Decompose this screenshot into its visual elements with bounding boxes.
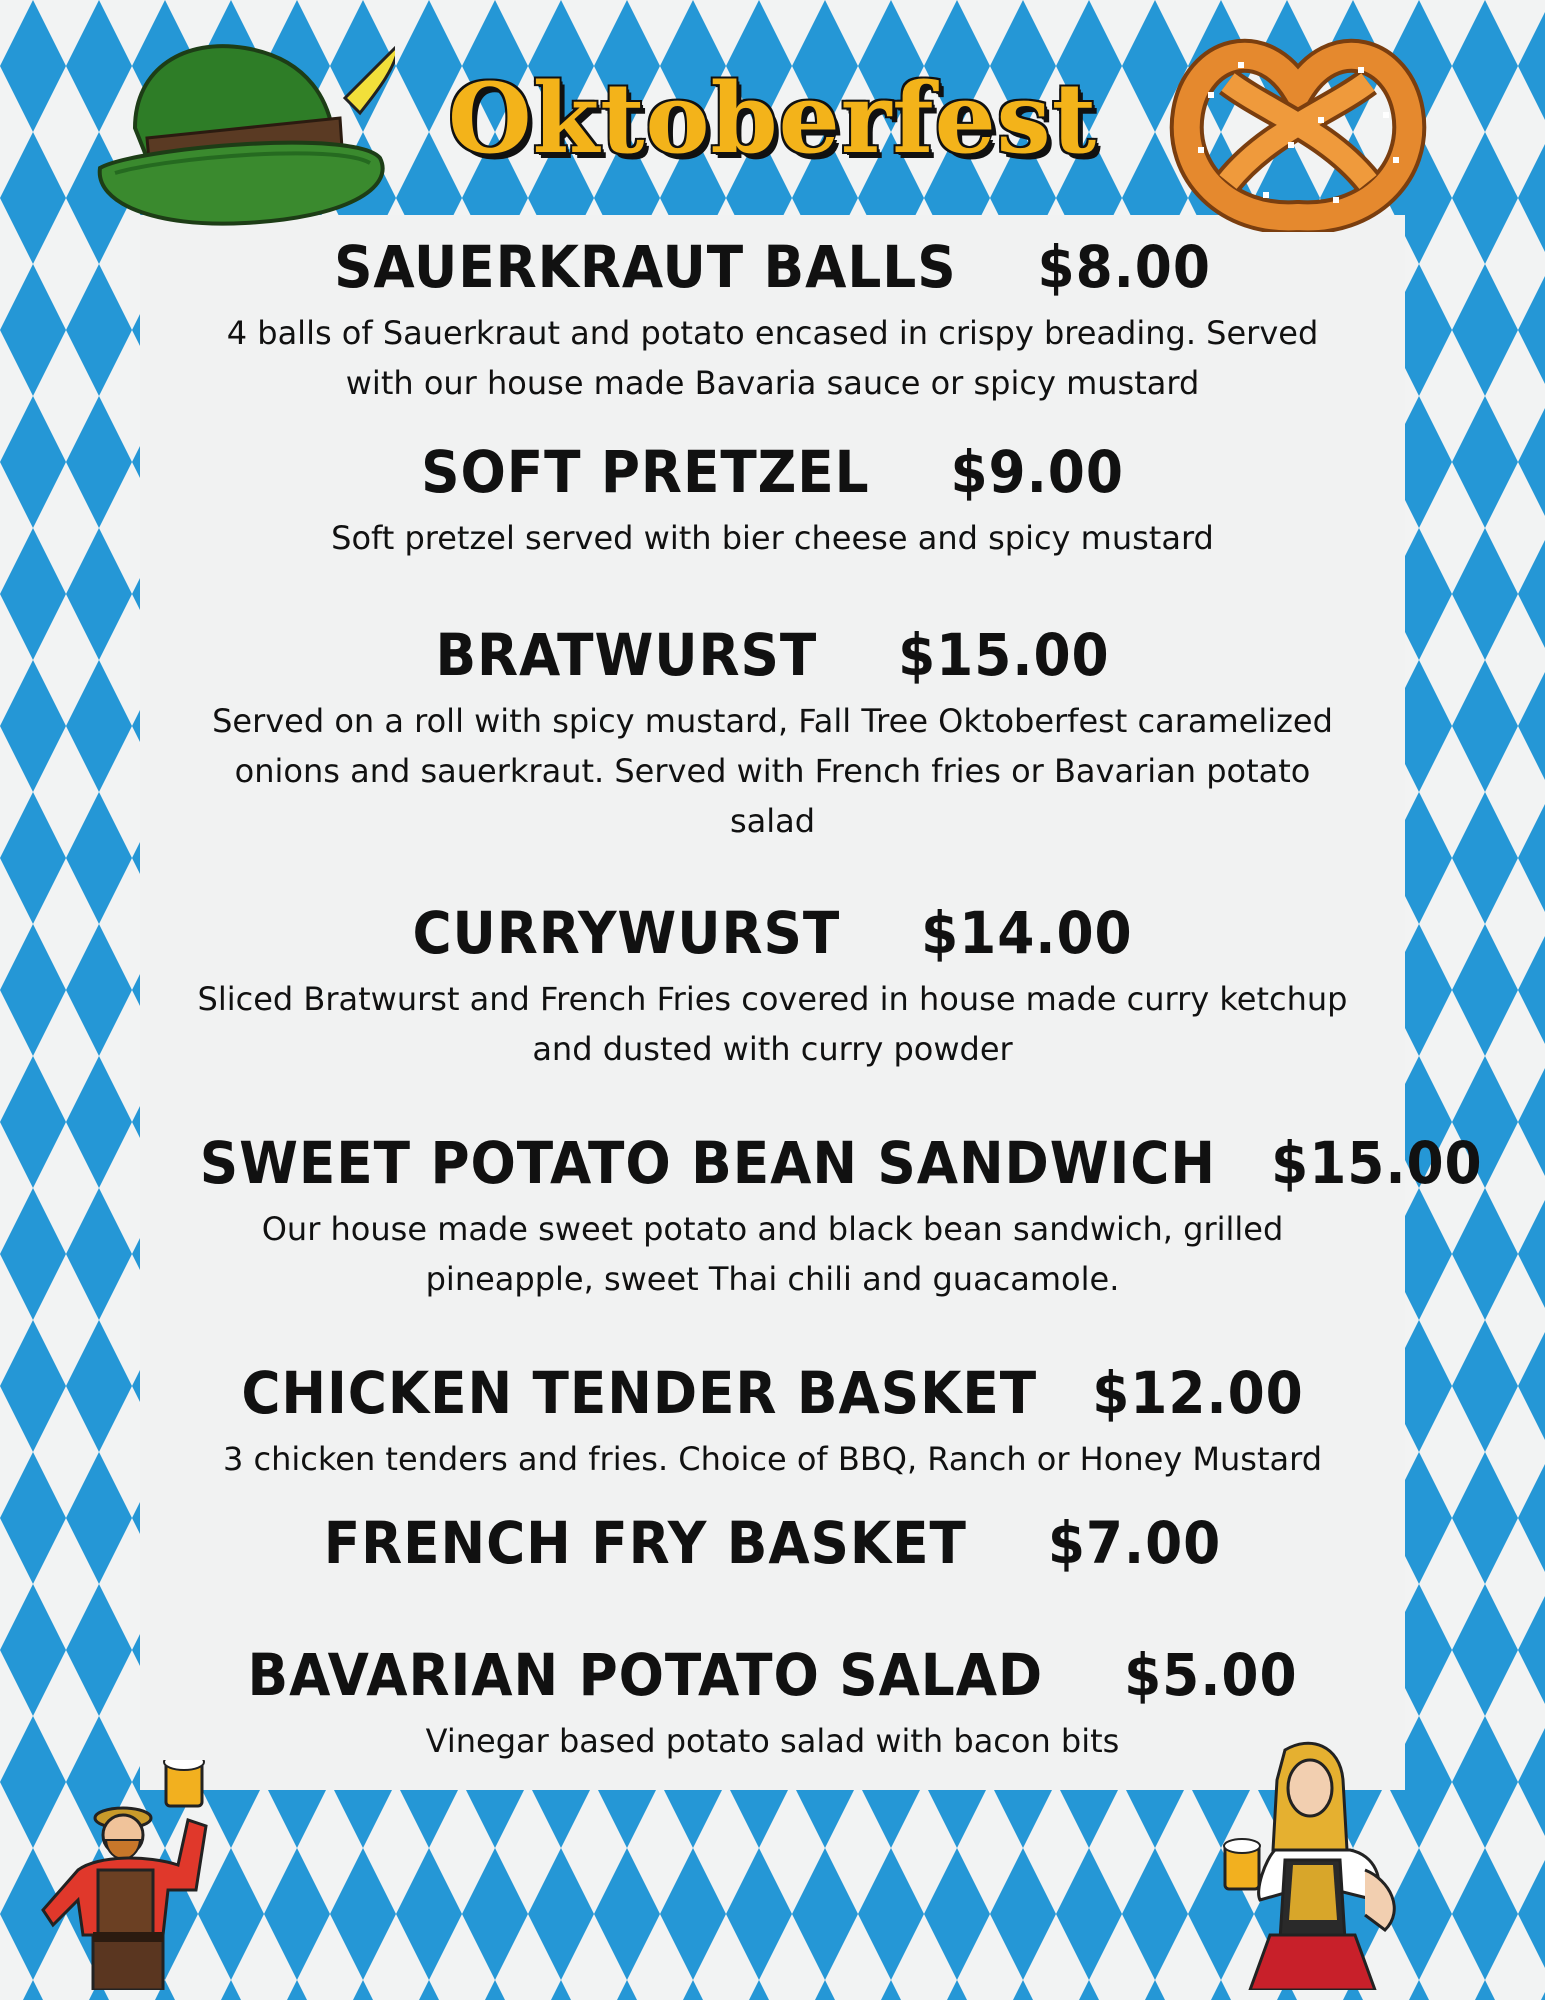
item-name: CURRYWURST (412, 899, 841, 967)
menu-item (150, 1508, 1395, 1578)
item-price: $14.00 (921, 899, 1133, 967)
menu-item (150, 1640, 1395, 1766)
menu-item (150, 620, 1395, 846)
item-price: $15.00 (898, 621, 1110, 689)
menu-item (150, 1128, 1483, 1304)
menu-item (150, 437, 1395, 563)
menu-item (150, 898, 1395, 1074)
item-description: Our house made sweet potato and black bean sandwich, grilled pineapple, sweet Thai chili and guacamole. (261, 1210, 1284, 1298)
beer-woman-illustration (1215, 1740, 1425, 1990)
item-price: $15.00 (1271, 1129, 1483, 1197)
item-name: FRENCH FRY BASKET (323, 1509, 967, 1577)
item-name: SWEET POTATO BEAN SANDWICH (199, 1129, 1216, 1197)
item-name: SOFT PRETZEL (421, 438, 870, 506)
item-price: $7.00 (1047, 1509, 1222, 1577)
item-price: $8.00 (1037, 233, 1211, 301)
item-name: CHICKEN TENDER BASKET (241, 1359, 1038, 1427)
item-description: Sliced Bratwurst and French Fries covered in house made curry ketchup and dusted with curry powder (197, 980, 1348, 1068)
item-description: Served on a roll with spicy mustard, Fall Tree Oktoberfest caramelized onions and sauerkraut. Served with French fries or Bavarian potato salad (212, 702, 1333, 840)
item-description: Vinegar based potato salad with bacon bits (425, 1722, 1120, 1760)
item-name: BAVARIAN POTATO SALAD (247, 1641, 1044, 1709)
menu-item (150, 232, 1395, 408)
page-title: Oktoberfest (447, 62, 1098, 175)
item-description: 4 balls of Sauerkraut and potato encased in crispy breading. Served with our house made Bavaria sauce or spicy mustard (226, 314, 1319, 402)
item-description: Soft pretzel served with bier cheese and spicy mustard (331, 519, 1214, 557)
item-price: $9.00 (950, 438, 1124, 506)
item-price: $12.00 (1092, 1359, 1304, 1427)
item-name: SAUERKRAUT BALLS (334, 233, 957, 301)
item-description: 3 chicken tenders and fries. Choice of BBQ, Ranch or Honey Mustard (222, 1440, 1323, 1478)
menu-item (150, 1358, 1395, 1484)
item-name: BRATWURST (435, 621, 818, 689)
item-price: $5.00 (1124, 1641, 1298, 1709)
beer-man-illustration (38, 1760, 238, 1990)
